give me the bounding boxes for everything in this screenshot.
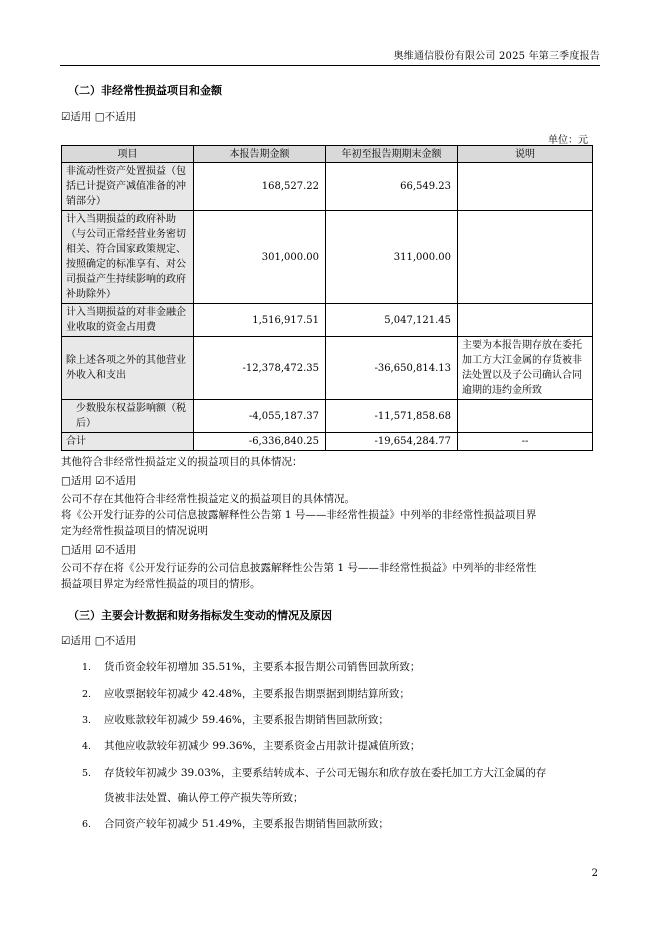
list-number: 1. bbox=[82, 662, 92, 673]
non-recurring-table bbox=[61, 145, 593, 451]
defined-text-2: 损益项目界定为经常性损益的项目的情形。 bbox=[61, 578, 261, 590]
other-items-text: 公司不存在其他符合非经常性损益定义的损益项目的具体情况。 bbox=[61, 493, 355, 505]
row-ytd: -36,650,814.13 bbox=[326, 337, 458, 400]
row-note bbox=[458, 304, 593, 337]
table-total-row bbox=[62, 433, 593, 451]
defined-applicable: □适用 ☑不适用 bbox=[61, 544, 137, 556]
list-item bbox=[82, 712, 389, 727]
defined-text-1: 公司不存在将《公开发行证券的公司信息披露解释性公告第 1 号——非经常性损益》中列举的非经常性 bbox=[61, 562, 537, 574]
unit-label: 单位：元 bbox=[548, 135, 588, 146]
list-number: 6. bbox=[82, 819, 92, 830]
defined-line-2: 定为经常性损益项目的情况说明 bbox=[61, 525, 208, 537]
table-header-row bbox=[62, 146, 593, 163]
table-row bbox=[62, 400, 593, 433]
row-current: 301,000.00 bbox=[194, 211, 326, 304]
row-current: 168,527.22 bbox=[194, 163, 326, 211]
list-text: 应收账款较年初减少 59.46%，主要系报告期销售回款所致； bbox=[104, 714, 389, 726]
row-current: -12,378,472.35 bbox=[194, 337, 326, 400]
list-number: 4. bbox=[82, 741, 92, 752]
row-ytd: 5,047,121.45 bbox=[326, 304, 458, 337]
table-row bbox=[62, 304, 593, 337]
row-note bbox=[458, 211, 593, 304]
list-number: 2. bbox=[82, 689, 92, 700]
row-item: 计入当期损益的政府补助（与公司正常经营业务密切相关、符合国家政策规定、按照确定的标准享有、对公司损益产生持续影响的政府补助除外） bbox=[62, 211, 194, 304]
section-2-title: （二）非经常性损益项目和金额 bbox=[68, 84, 222, 97]
table-row bbox=[62, 211, 593, 304]
section-3-applicable: ☑适用 □不适用 bbox=[61, 635, 137, 647]
header-rule bbox=[60, 65, 600, 66]
defined-line-1: 将《公开发行证券的公司信息披露解释性公告第 1 号——非经常性损益》中列举的非经常性损益项目界 bbox=[61, 509, 537, 521]
list-item bbox=[82, 738, 420, 753]
section-3-title: （三）主要会计数据和财务指标发生变动的情况及原因 bbox=[68, 609, 332, 622]
table-row bbox=[62, 163, 593, 211]
col-header-note: 说明 bbox=[458, 146, 593, 163]
row-current: 1,516,917.51 bbox=[194, 304, 326, 337]
row-current: -6,336,840.25 bbox=[194, 433, 326, 451]
row-item: 非流动性资产处置损益（包括已计提资产减值准备的冲销部分） bbox=[62, 163, 194, 211]
list-item bbox=[82, 765, 546, 780]
row-note: 主要为本报告期存放在委托加工方大江金属的存货被非法处置以及子公司确认合同逾期的违约金所致 bbox=[458, 337, 593, 400]
row-note bbox=[458, 400, 593, 433]
row-item: 少数股东权益影响额（税后） bbox=[62, 400, 194, 433]
header-text: 奥维通信股份有限公司 2025 年第三季度报告 bbox=[393, 51, 600, 62]
table-row bbox=[62, 337, 593, 400]
list-item-continuation: 货被非法处置、确认停工停产损失等所致； bbox=[104, 792, 304, 804]
list-text: 合同资产较年初减少 51.49%，主要系报告期销售回款所致； bbox=[104, 818, 389, 830]
row-item: 合计 bbox=[62, 433, 194, 451]
row-item: 除上述各项之外的其他营业外收入和支出 bbox=[62, 337, 194, 400]
other-items-applicable: □适用 ☑不适用 bbox=[61, 475, 137, 487]
row-ytd: -11,571,858.68 bbox=[326, 400, 458, 433]
row-ytd: 311,000.00 bbox=[326, 211, 458, 304]
list-text: 存货较年初减少 39.03%，主要系结转成本、子公司无锡东和欣存放在委托加工方大江金属的存 bbox=[104, 767, 547, 779]
list-text: 货币资金较年初增加 35.51%，主要系本报告期公司销售回款所致； bbox=[104, 661, 421, 673]
row-current: -4,055,187.37 bbox=[194, 400, 326, 433]
col-header-current: 本报告期金额 bbox=[194, 146, 326, 163]
col-header-item: 项目 bbox=[62, 146, 194, 163]
row-note: -- bbox=[458, 433, 593, 451]
list-text: 其他应收款较年初减少 99.36%，主要系资金占用款计提减值所致； bbox=[104, 740, 421, 752]
row-ytd: 66,549.23 bbox=[326, 163, 458, 211]
other-items-line: 其他符合非经常性损益定义的损益项目的具体情况： bbox=[61, 456, 303, 468]
list-item bbox=[82, 659, 420, 674]
section-2-applicable: ☑适用 □不适用 bbox=[61, 111, 137, 123]
list-text: 应收票据较年初减少 42.48%，主要系报告期票据到期结算所致； bbox=[104, 688, 410, 700]
list-item bbox=[82, 686, 410, 701]
col-header-ytd: 年初至报告期期末金额 bbox=[326, 146, 458, 163]
list-number: 3. bbox=[82, 715, 92, 726]
row-item: 计入当期损益的对非金融企业收取的资金占用费 bbox=[62, 304, 194, 337]
row-ytd: -19,654,284.77 bbox=[326, 433, 458, 451]
list-number: 5. bbox=[82, 768, 92, 779]
row-note bbox=[458, 163, 593, 211]
page-number: 2 bbox=[591, 868, 598, 879]
list-item bbox=[82, 816, 389, 831]
